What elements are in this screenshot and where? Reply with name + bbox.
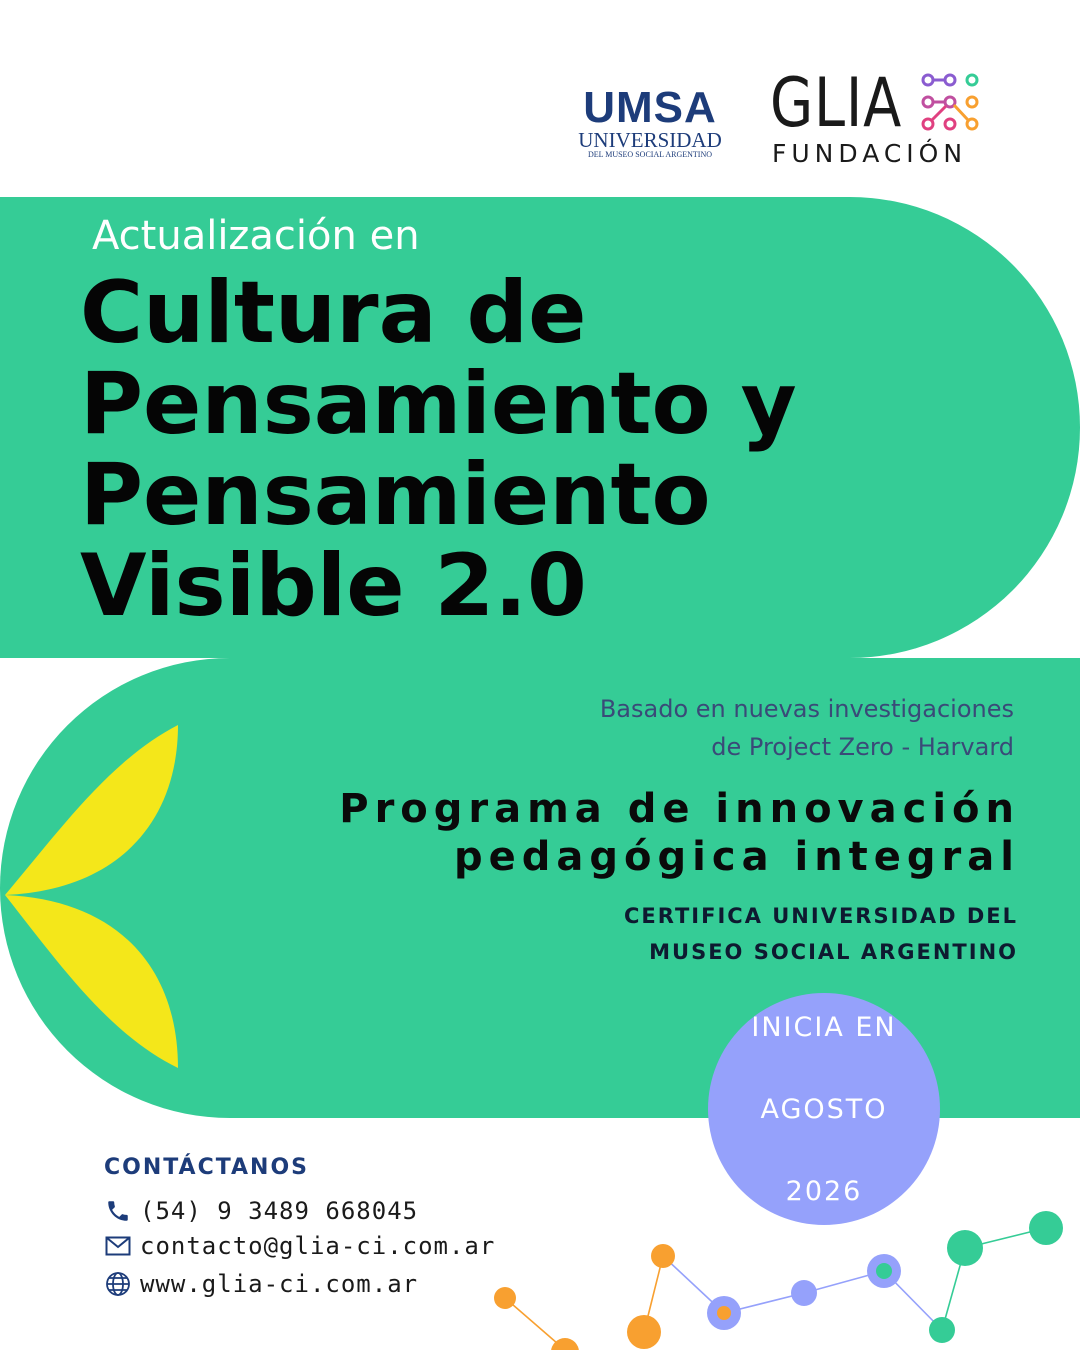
website-link: www.glia-ci.com.ar — [140, 1270, 419, 1298]
contact-email[interactable] — [104, 1231, 495, 1261]
program-title — [120, 785, 1020, 881]
based-on-text — [414, 690, 1014, 766]
network-node — [651, 1244, 675, 1268]
title-line: Cultura de — [80, 263, 587, 363]
main-title — [80, 263, 1060, 636]
contact-phone[interactable] — [104, 1196, 418, 1226]
glia-subtitle: FUNDACIÓN — [772, 139, 968, 168]
certification-text — [318, 898, 1018, 970]
glia-dots-icon — [920, 72, 984, 136]
pre-title: Actualización en — [92, 213, 420, 259]
network-node — [494, 1287, 516, 1309]
based-line: Basado en nuevas investigaciones — [599, 695, 1014, 723]
network-graphic — [480, 1200, 1080, 1350]
badge-line: INICIA EN — [751, 1011, 897, 1043]
globe-icon — [104, 1270, 132, 1298]
program-line: Programa de innovación — [339, 786, 1020, 832]
phone-icon — [104, 1197, 132, 1225]
umsa-acronym: UMSA — [583, 83, 717, 132]
glia-name: GLIA — [770, 64, 903, 143]
network-node — [1029, 1211, 1063, 1245]
program-line: pedagógica integral — [454, 834, 1020, 880]
network-node — [627, 1315, 661, 1349]
umsa-name: UNIVERSIDAD — [578, 128, 722, 152]
network-node — [947, 1230, 983, 1266]
title-line: Pensamiento y — [80, 354, 797, 454]
contact-title: CONTÁCTANOS — [104, 1155, 310, 1180]
title-line: Pensamiento — [80, 445, 711, 545]
umsa-subtitle: DEL MUSEO SOCIAL ARGENTINO — [587, 150, 713, 159]
title-line: Visible 2.0 — [80, 536, 587, 636]
cert-line: CERTIFICA UNIVERSIDAD DEL — [624, 904, 1018, 928]
badge-line: 2026 — [785, 1175, 863, 1207]
network-node — [791, 1280, 817, 1306]
email-link: contacto@glia-ci.com.ar — [140, 1232, 496, 1260]
umsa-logo — [574, 83, 726, 160]
start-date-badge — [708, 993, 940, 1225]
network-node — [929, 1317, 955, 1343]
glia-logo — [770, 64, 990, 170]
network-node — [717, 1306, 731, 1320]
cert-line: MUSEO SOCIAL ARGENTINO — [649, 940, 1018, 964]
network-node — [876, 1263, 892, 1279]
network-node — [551, 1338, 579, 1350]
yellow-leaves-graphic — [0, 720, 180, 1070]
mail-icon — [104, 1232, 132, 1260]
based-line: de Project Zero - Harvard — [711, 733, 1014, 761]
contact-website[interactable] — [104, 1269, 418, 1299]
phone-text: (54) 9 3489 668045 — [140, 1197, 419, 1225]
badge-line: AGOSTO — [760, 1093, 888, 1125]
